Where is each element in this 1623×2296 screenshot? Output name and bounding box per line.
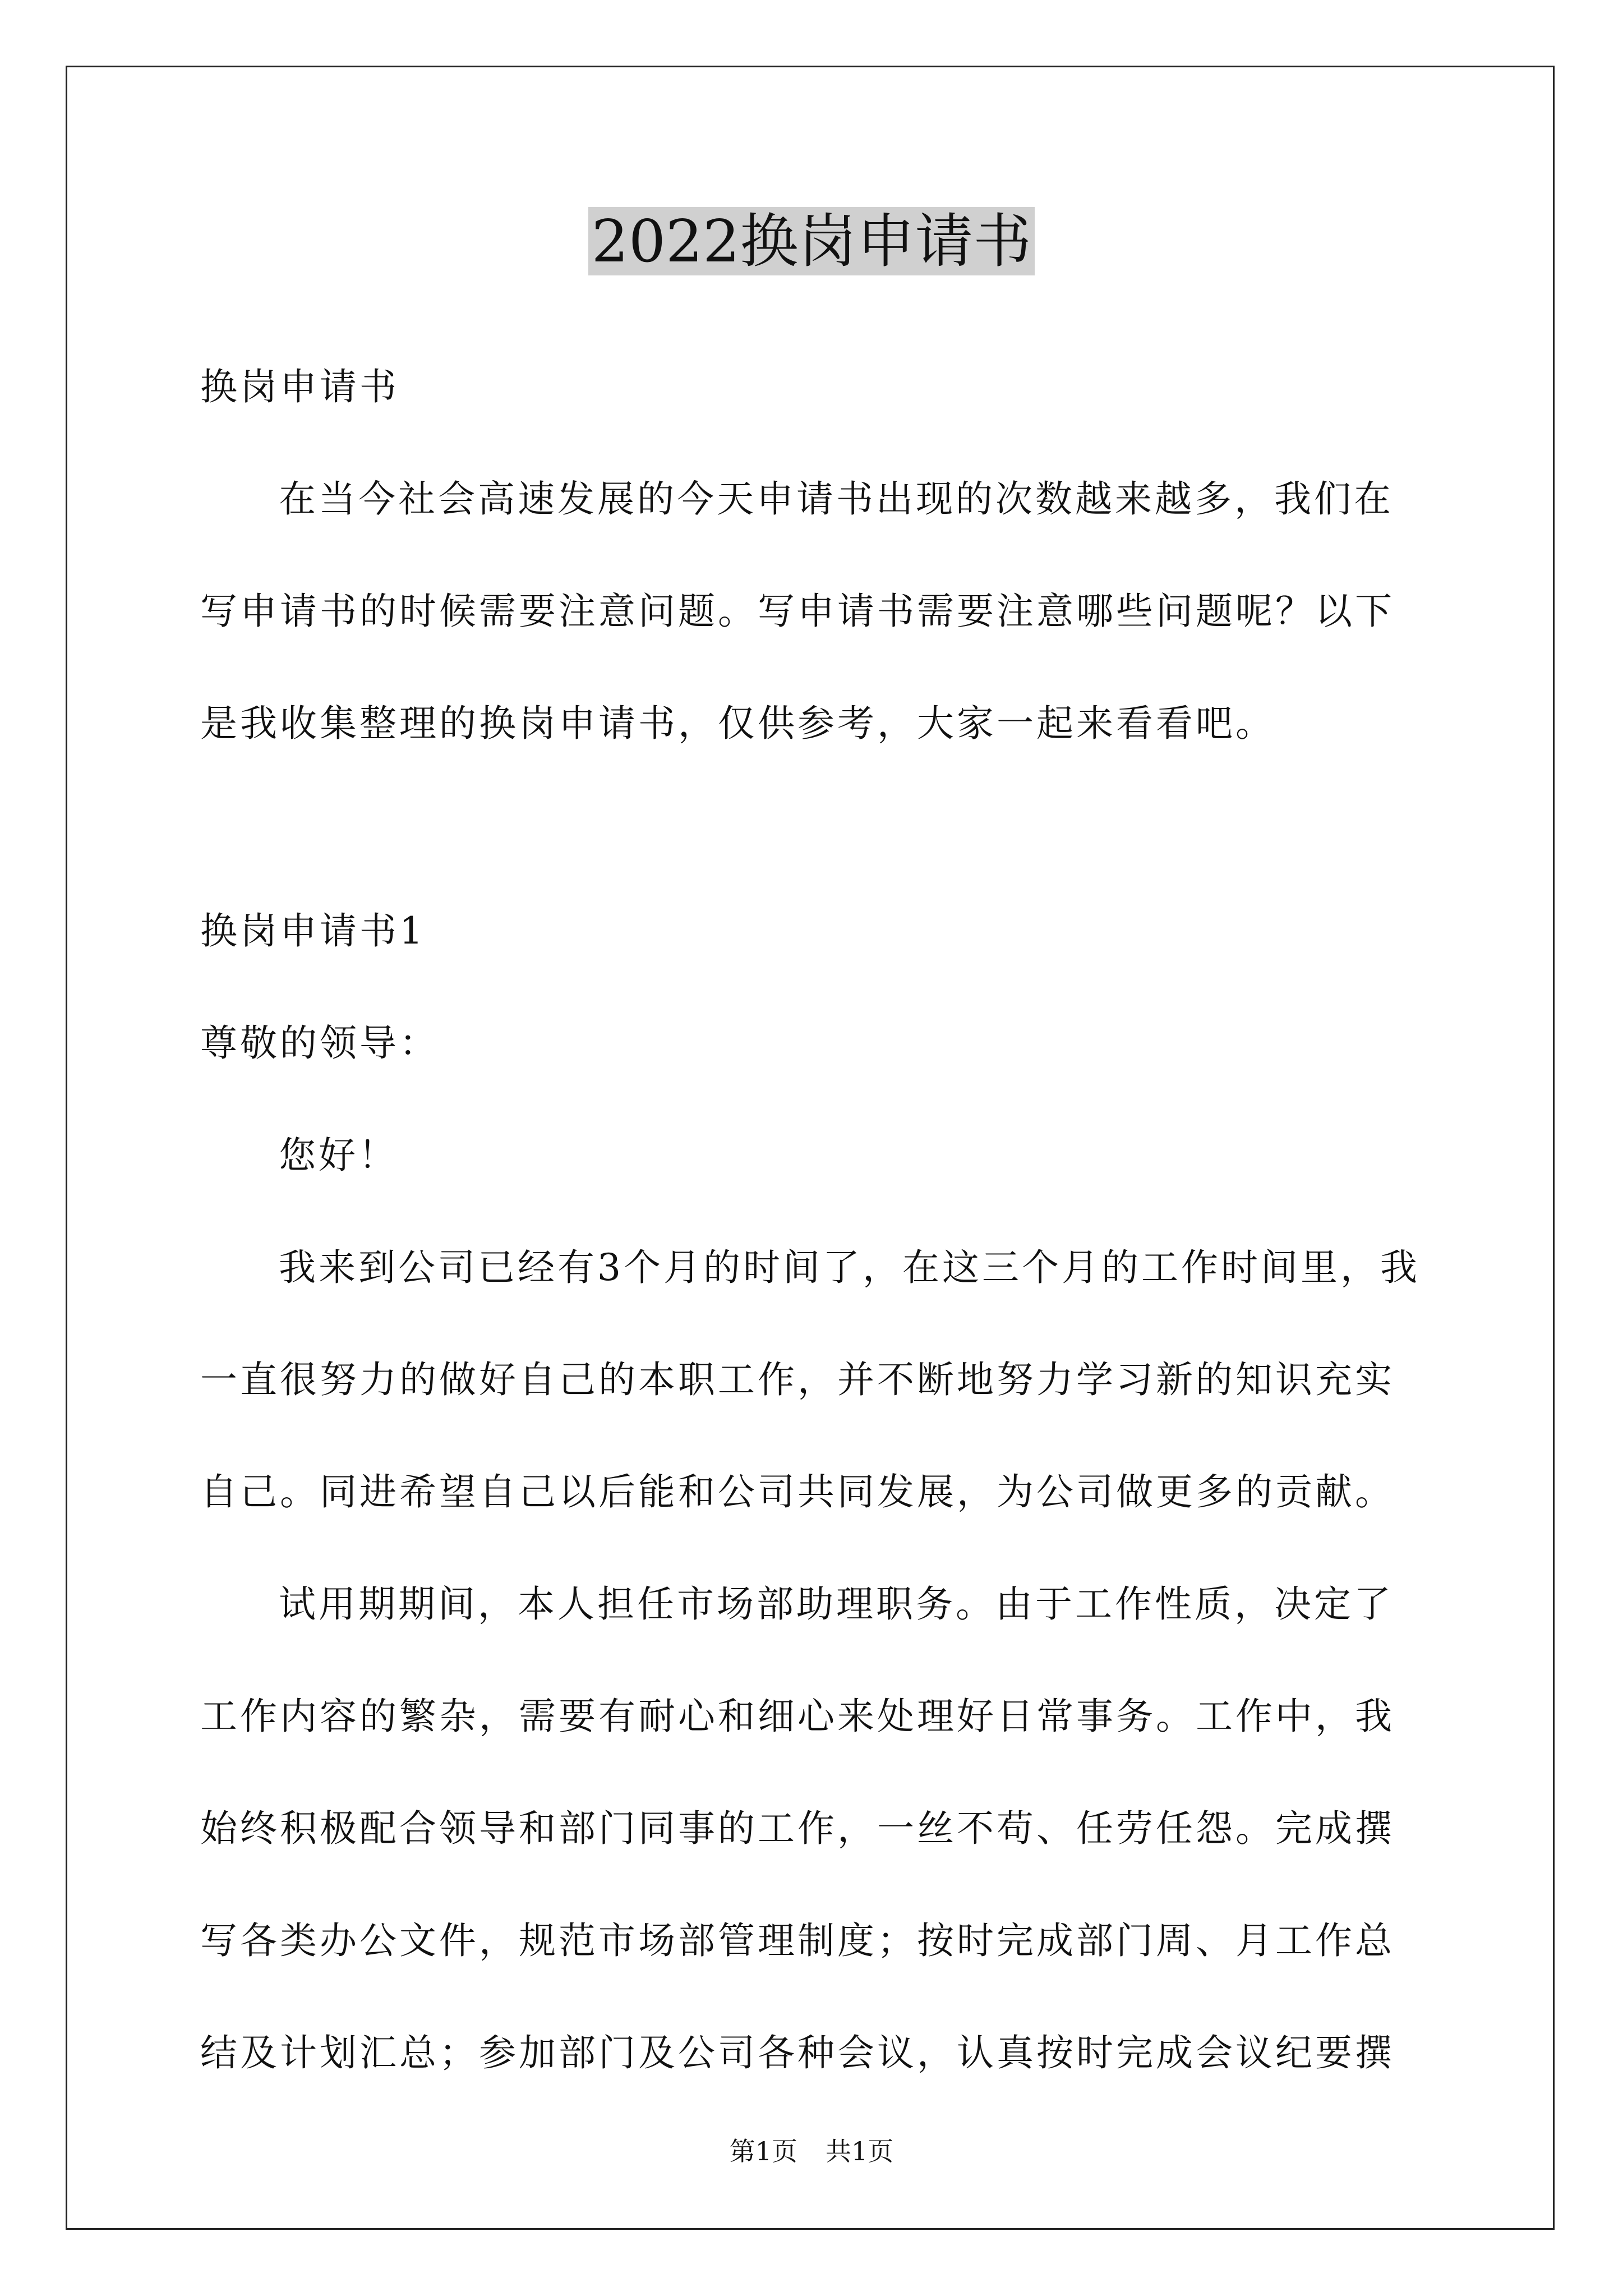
salutation: 尊敬的领导： bbox=[200, 1022, 439, 1065]
page-total: 共1页 bbox=[826, 2136, 894, 2166]
intro-paragraph: 在当今社会高速发展的今天申请书出现的次数越来越多，我们在写申请书的时候需要注意问题。写申请书需要注意哪些问题呢？以下是我收集整理的换岗申请书，仅供参考，大家一起来看看吧。 bbox=[200, 477, 1395, 745]
document-subtitle: 换岗申请书 bbox=[200, 365, 399, 408]
document-title-text: 2022换岗申请书 bbox=[588, 207, 1035, 275]
section-heading: 换岗申请书1 bbox=[200, 909, 426, 953]
document-title bbox=[0, 199, 1623, 283]
page-number: 第1页 bbox=[729, 2136, 797, 2166]
body-paragraph-1: 我来到公司已经有3个月的时间了，在这三个月的工作时间里，我一直很努力的做好自己的本职工作，并不断地努力学习新的知识充实自己。同进希望自己以后能和公司共同发展，为公司做更多的贡献。 bbox=[200, 1246, 1420, 1513]
page-footer bbox=[0, 2134, 1623, 2168]
greeting: 您好！ bbox=[279, 1134, 398, 1177]
body-paragraph-2: 试用期期间，本人担任市场部助理职务。由于工作性质，决定了工作内容的繁杂，需要有耐心和细心来处理好日常事务。工作中，我始终积极配合领导和部门同事的工作，一丝不苟、任劳任怨。完成撰写各类办公文件，规范市场部管理制度；按时完成部门周、月工作总结及计划汇总；参加部门及公司各种会议，认真按时完成会议纪要撰 bbox=[200, 1582, 1395, 2074]
